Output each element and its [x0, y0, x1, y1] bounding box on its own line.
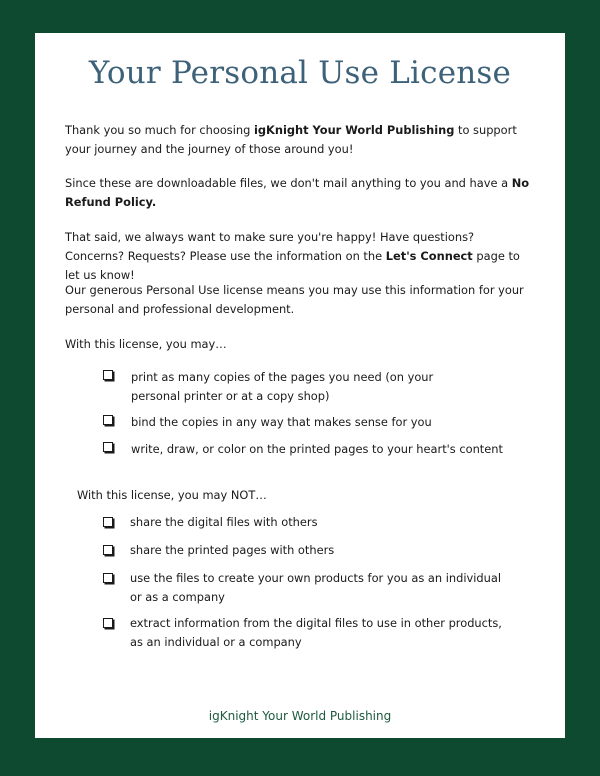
- checkbox-icon: [103, 517, 113, 527]
- may-not-heading: With this license, you may NOT…: [77, 488, 267, 502]
- may-item-bind: bind the copies in any way that makes sense for you: [131, 415, 432, 429]
- thank-you-paragraph: [65, 121, 535, 159]
- may-not-item-printed: share the printed pages with others: [130, 543, 335, 557]
- checkbox-icon: [103, 573, 113, 583]
- checkbox-icon: [103, 370, 113, 380]
- may-not-item-extract: extract information from the digital files to use in other products, as an individual or a company: [130, 616, 502, 649]
- thank-you-text-end: to support your journey and the journey of those around you!: [65, 123, 517, 156]
- checkbox-icon: [103, 442, 113, 452]
- no-refund-policy: No Refund Policy.: [65, 176, 530, 209]
- page-title: Your Personal Use License: [88, 55, 512, 91]
- may-item-print: print as many copies of the pages you need (on your personal printer or at a copy shop): [131, 370, 434, 403]
- checkbox-icon: [103, 618, 113, 628]
- checkbox-icon: [103, 545, 113, 555]
- may-not-item-products: use the files to create your own products for you as an individual or as a company: [130, 571, 502, 604]
- footer-publisher: igKnight Your World Publishing: [208, 709, 392, 723]
- may-item-write: write, draw, or color on the printed pages to your heart's content: [131, 442, 503, 456]
- contact-text-end: page to let us know!: [65, 249, 520, 282]
- personal-use-paragraph: Our generous Personal Use license means you may use this information for your personal and professional development.: [65, 283, 524, 316]
- lets-connect-page: Let's Connect: [385, 249, 473, 263]
- publisher-name: igKnight Your World Publishing: [253, 123, 455, 137]
- may-not-item-digital: share the digital files with others: [130, 515, 318, 529]
- contact-paragraph: [65, 228, 535, 285]
- refund-text: Since these are downloadable files, we don't mail anything to you and have a: [65, 176, 512, 190]
- refund-paragraph: [65, 174, 535, 212]
- may-heading: With this license, you may…: [65, 337, 227, 351]
- contact-text: That said, we always want to make sure you're happy! Have questions? Concerns? Requests? Please use the information on the: [65, 230, 475, 263]
- license-page: [35, 33, 565, 738]
- checkbox-icon: [103, 415, 113, 425]
- thank-you-text: Thank you so much for choosing: [65, 123, 254, 137]
